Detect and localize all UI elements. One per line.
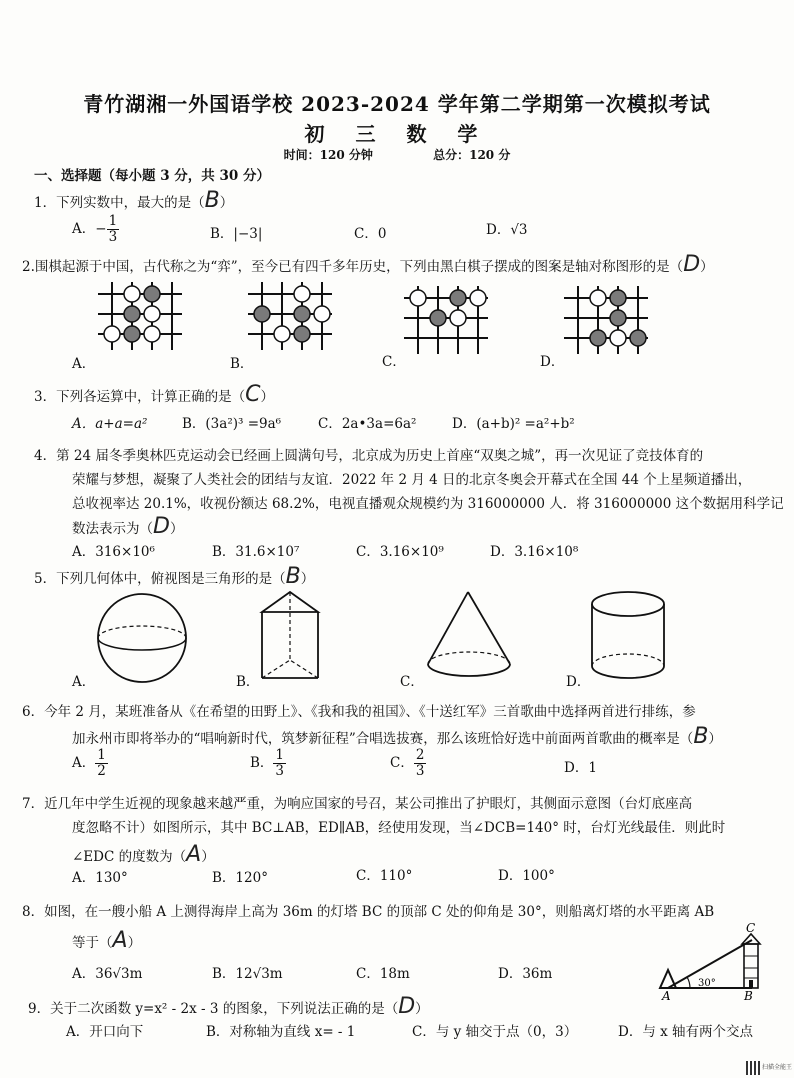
q4-option-a: A．316×10⁶	[72, 544, 155, 560]
q9-option-a: A．开口向下	[66, 1024, 144, 1040]
fig-label-b: B	[744, 989, 753, 1003]
q6-line2-text: 加永州市即将举办的“唱响新时代，筑梦新征程”合唱选拔赛，那么该班恰好选中前面两首歌曲的概率是（	[72, 731, 694, 747]
q9-close: ）	[415, 1001, 429, 1017]
q6-a-den: 2	[97, 762, 106, 779]
q6-close: ）	[708, 731, 722, 747]
q2-close: ）	[700, 259, 714, 275]
q8-option-b: B．12√3m	[212, 966, 283, 982]
q2-label-d: D．	[540, 354, 565, 370]
q1-a-den: 3	[108, 228, 118, 245]
q3-option-d: D．(a+b)² =a²+b²	[452, 416, 575, 432]
exam-subject: 初 三 数 学	[304, 122, 490, 146]
section-heading: 一、选择题（每小题 3 分，共 30 分）	[34, 168, 270, 184]
q3-stem-text: 3．下列各运算中，计算正确的是（	[34, 389, 246, 405]
q8-option-d: D．36m	[498, 966, 553, 982]
q1-close: ）	[219, 195, 234, 211]
q6-c-num: 2	[415, 747, 425, 763]
q2-label-b: B．	[230, 356, 254, 372]
q1-option-c: C．0	[354, 226, 387, 242]
qr-code-icon	[746, 1061, 760, 1075]
q7-option-b: B．120°	[212, 870, 268, 886]
q9-option-b: B．对称轴为直线 x= - 1	[206, 1024, 356, 1040]
exam-time: 时间：120 分钟	[283, 148, 373, 162]
q6-answer: B	[693, 724, 709, 749]
q7-answer: A	[186, 842, 202, 867]
q3-option-c: C．2a•3a=6a²	[318, 416, 417, 432]
q8-answer: A	[112, 928, 128, 953]
q1-answer: B	[204, 188, 220, 213]
q1-option-b: B．|−3|	[210, 226, 263, 242]
q7-line3-text: ∠EDC 的度数为（	[72, 849, 187, 865]
q7-line1: 7．近几年中学生近视的现象越来越严重，为响应国家的号召，某公司推出了护眼灯，其侧面示意图（台灯底座高	[22, 796, 693, 812]
q2-label-c: C．	[382, 354, 406, 370]
q8-line2-text: 等于（	[72, 935, 113, 951]
q2-stem-text: 2.围棋起源于中国，古代称之为“弈”，至今已有四千多年历史，下列由黑白棋子摆成的图案是轴对称图形的是（	[22, 259, 684, 275]
q1-stem-text: 1．下列实数中，最大的是（	[34, 195, 205, 211]
q5-stem-text: 5．下列几何体中，俯视图是三角形的是（	[34, 571, 286, 587]
q4-option-c: C．3.16×10⁹	[356, 544, 444, 560]
angle-arc	[687, 977, 690, 988]
q3-option-a: A．a+a=a²	[72, 416, 148, 432]
q7-option-c: C．110°	[356, 868, 413, 884]
q6-b-label: B．	[250, 754, 274, 771]
q8-option-c: C．18m	[356, 966, 410, 982]
q9-answer: D	[398, 994, 416, 1019]
lighthouse-icon	[742, 934, 760, 988]
q5-label-c: C．	[400, 674, 424, 690]
scanner-watermark: 扫描全能王	[762, 1064, 793, 1071]
q1-a-num: 1	[108, 213, 118, 229]
q6-option-d: D．1	[564, 760, 597, 776]
q7-close: ）	[201, 849, 215, 865]
fig-label-a: A	[662, 989, 671, 1003]
q3-close: ）	[260, 389, 274, 405]
q6-a-label: A．	[72, 754, 96, 771]
q1-a-label: A．	[72, 220, 96, 237]
q6-c-label: C．	[390, 754, 414, 771]
q8-line1: 8．如图，在一艘小船 A 上测得海岸上高为 36m 的灯塔 BC 的顶部 C 处的仰角是 30°，则船离灯塔的水平距离 AB	[22, 904, 715, 920]
q9-stem-text: 9．关于二次函数 y=x² - 2x - 3 的图象，下列说法正确的是（	[28, 1001, 399, 1017]
q4-answer: D	[153, 514, 170, 539]
q8-close: ）	[127, 935, 142, 951]
q4-close: ）	[169, 521, 184, 537]
exam-total: 总分：120 分	[433, 148, 511, 162]
q7-line2: 度忽略不计）如图所示，其中 BC⊥AB，ED∥AB，经使用发现，当∠DCB=140° 时，台灯光线最佳．则此时	[72, 820, 726, 836]
q1-option-a: A．− $\frac{1}{3}$	[72, 213, 118, 245]
q5-label-b: B．	[236, 674, 260, 690]
fig-label-c: C	[746, 921, 756, 935]
q4-line4-text: 数法表示为（	[72, 521, 153, 537]
q6-b-num: 1	[275, 747, 285, 763]
exam-title: 青竹湖湘一外国语学校 2023-2024 学年第二学期第一次模拟考试	[83, 92, 711, 116]
q2-label-a: A．	[72, 356, 96, 372]
q4-option-d: D．3.16×10⁸	[490, 544, 579, 560]
q3-option-b: B．(3a²)³ =9a⁶	[182, 416, 282, 432]
q9-stem	[28, 994, 429, 1019]
q6-b-den: 3	[275, 762, 285, 779]
q4-option-b: B．31.6×10⁷	[212, 544, 300, 560]
q4-line1: 4．第 24 届冬季奥林匹克运动会已经画上圆满句号，北京成为历史上首座“双奥之城”，再一次见证了竞技体育的	[34, 448, 704, 464]
q5-label-a: A．	[72, 674, 96, 690]
fig-angle-label: 30°	[698, 978, 716, 989]
q3-answer: C	[245, 382, 261, 407]
q1-option-d: D．√3	[486, 222, 528, 238]
q9-option-c: C．与 y 轴交于点（0，3）	[412, 1024, 578, 1040]
q9-option-d: D．与 x 轴有两个交点	[618, 1024, 754, 1040]
q7-option-d: D．100°	[498, 868, 555, 884]
q4-line3: 总收视率达 20.1%，收视份额达 68.2%，电视直播观众规模约为 316000000 人．将 316000000 这个数据用科学记	[72, 496, 784, 512]
q2-answer: D	[683, 252, 701, 277]
q8-option-a: A．36√3m	[72, 966, 143, 982]
q4-line2: 荣耀与梦想，凝聚了人类社会的团结与友谊．2022 年 2 月 4 日的北京冬奥会开幕式在全国 44 个上星频道播出，	[72, 472, 752, 488]
q5-close: ）	[300, 571, 315, 587]
q7-option-a: A．130°	[72, 870, 128, 886]
q5-answer: B	[285, 564, 301, 589]
q6-c-den: 3	[415, 762, 425, 779]
q6-a-num: 1	[97, 747, 106, 763]
q6-line1: 6．今年 2 月，某班准备从《在希望的田野上》、《我和我的祖国》、《十送红军》三首歌曲中选择两首进行排练，参	[22, 704, 696, 720]
q5-label-d: D．	[566, 674, 591, 690]
